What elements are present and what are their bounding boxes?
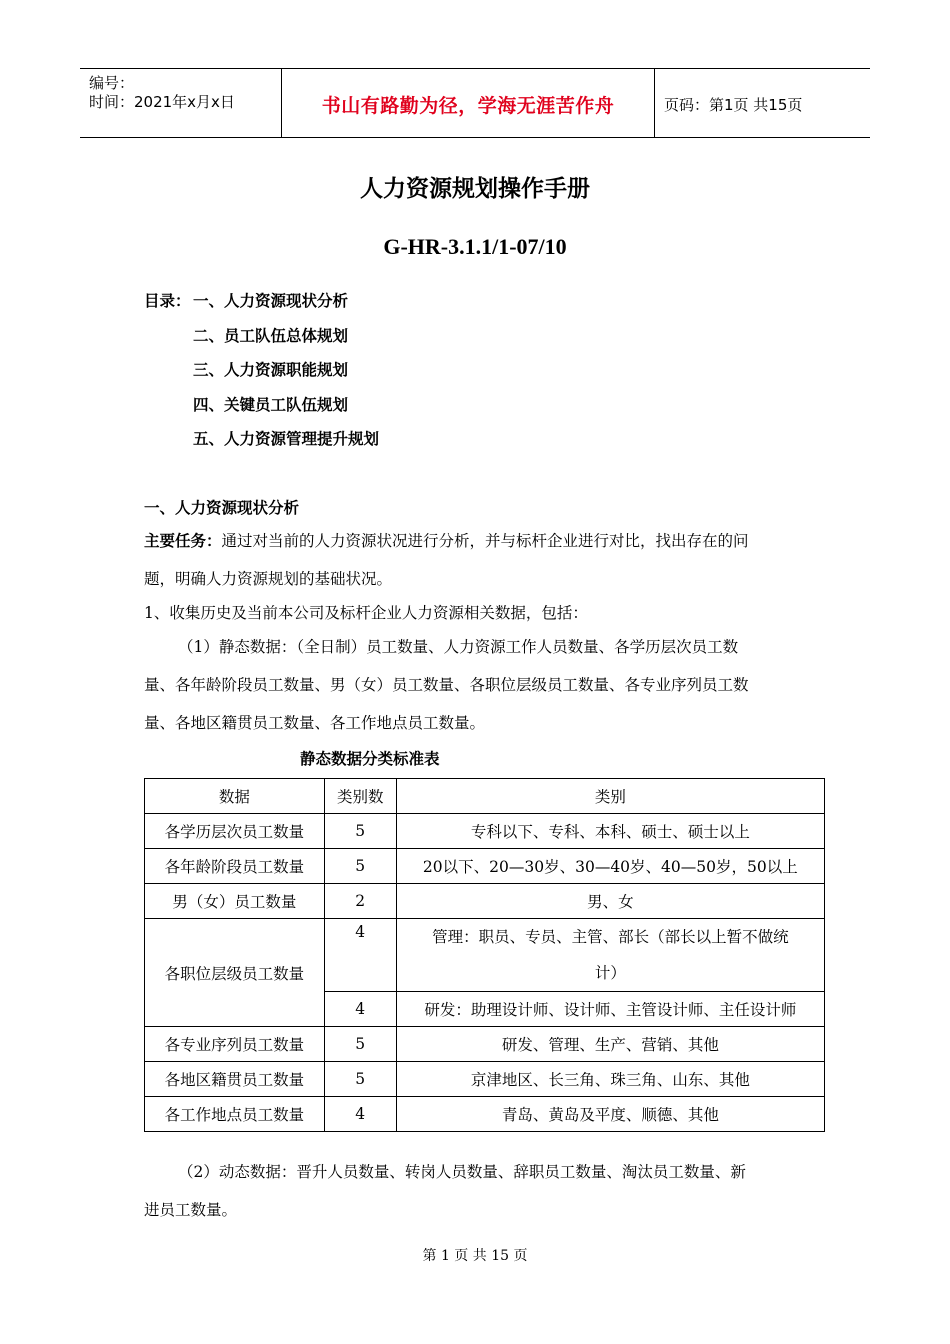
doc-code: G-HR-3.1.1/1-07/10 bbox=[383, 234, 567, 259]
table-row bbox=[145, 814, 825, 849]
task-text-2: 题，明确人力资源规划的基础状况。 bbox=[144, 570, 393, 588]
cell-count: 5 bbox=[324, 814, 396, 849]
cell-category: 专科以下、专科、本科、硕士、硕士以上 bbox=[396, 814, 824, 849]
cell-data: 各专业序列员工数量 bbox=[145, 1027, 325, 1062]
task-text-1: 通过对当前的人力资源状况进行分析，并与标杆企业进行对比，找出存在的问 bbox=[221, 532, 749, 550]
toc-item-1[interactable]: 一、人力资源现状分析 bbox=[193, 291, 349, 310]
section-heading: 一、人力资源现状分析 bbox=[144, 498, 300, 517]
cell-category bbox=[396, 919, 824, 992]
table-row bbox=[145, 1027, 825, 1062]
motto: 书山有路勤为径，学海无涯苦作舟 bbox=[321, 95, 615, 117]
col-header-count: 类别数 bbox=[324, 779, 396, 814]
col-header-data: 数据 bbox=[145, 779, 325, 814]
time-label: 时间：2021年x月x日 bbox=[89, 93, 235, 111]
doc-title: 人力资源规划操作手册 bbox=[360, 175, 590, 202]
cell-count: 4 bbox=[324, 992, 396, 1027]
toc-label: 目录： bbox=[144, 291, 191, 310]
cell-category: 男、女 bbox=[396, 884, 824, 919]
dynamic-line-1: （2）动态数据：晋升人员数量、转岗人员数量、辞职员工数量、淘汰员工数量、新 bbox=[178, 1163, 746, 1181]
task-label: 主要任务： bbox=[144, 531, 222, 550]
cell-count: 5 bbox=[324, 849, 396, 884]
number-label: 编号： bbox=[89, 74, 135, 92]
cell-count: 4 bbox=[324, 1097, 396, 1132]
task-paragraph bbox=[144, 522, 834, 560]
table-header-row bbox=[145, 779, 825, 814]
cell-data: 男（女）员工数量 bbox=[145, 884, 325, 919]
table-row bbox=[145, 1062, 825, 1097]
cell-category: 青岛、黄岛及平度、顺德、其他 bbox=[396, 1097, 824, 1132]
table-row bbox=[145, 884, 825, 919]
cell-data: 各工作地点员工数量 bbox=[145, 1097, 325, 1132]
header-motto-cell bbox=[281, 69, 655, 137]
toc-item-2[interactable]: 二、员工队伍总体规划 bbox=[193, 326, 349, 345]
table-title: 静态数据分类标准表 bbox=[300, 749, 440, 768]
cell-count: 5 bbox=[324, 1062, 396, 1097]
toc-item-5[interactable]: 五、人力资源管理提升规划 bbox=[193, 429, 380, 448]
cell-count: 2 bbox=[324, 884, 396, 919]
collect-item: 1、收集历史及当前本公司及标杆企业人力资源相关数据，包括： bbox=[144, 604, 588, 622]
static-line-2: 量、各年龄阶段员工数量、男（女）员工数量、各职位层级员工数量、各专业序列员工数 bbox=[144, 676, 749, 694]
cell-category: 研发、管理、生产、营销、其他 bbox=[396, 1027, 824, 1062]
cell-category: 研发：助理设计师、设计师、主管设计师、主任设计师 bbox=[396, 992, 824, 1027]
cell-data: 各地区籍贯员工数量 bbox=[145, 1062, 325, 1097]
col-header-category: 类别 bbox=[396, 779, 824, 814]
header-left-cell bbox=[80, 69, 281, 137]
dynamic-line-2: 进员工数量。 bbox=[144, 1201, 238, 1219]
cell-category: 京津地区、长三角、珠三角、山东、其他 bbox=[396, 1062, 824, 1097]
table-row bbox=[145, 1097, 825, 1132]
cell-data: 各年龄阶段员工数量 bbox=[145, 849, 325, 884]
toc-item-4[interactable]: 四、关键员工队伍规划 bbox=[193, 395, 349, 414]
static-line-1: （1）静态数据：（全日制）员工数量、人力资源工作人员数量、各学历层次员工数 bbox=[178, 638, 739, 656]
cell-category-line-1: 管理：职员、专员、主管、部长（部长以上暂不做统 bbox=[432, 928, 789, 946]
cell-category: 20以下、20—30岁、30—40岁、40—50岁，50以上 bbox=[396, 849, 824, 884]
static-line-3: 量、各地区籍贯员工数量、各工作地点员工数量。 bbox=[144, 714, 486, 732]
cell-data: 各学历层次员工数量 bbox=[145, 814, 325, 849]
cell-count: 4 bbox=[324, 919, 396, 992]
table-row bbox=[145, 919, 825, 992]
page-label: 页码：第1页 共15页 bbox=[664, 96, 803, 114]
cell-count: 5 bbox=[324, 1027, 396, 1062]
header-right-cell bbox=[655, 69, 870, 137]
toc-item-3[interactable]: 三、人力资源职能规划 bbox=[193, 360, 349, 379]
table-row bbox=[145, 849, 825, 884]
cell-data: 各职位层级员工数量 bbox=[145, 919, 325, 1027]
cell-category-line-2: 计） bbox=[594, 964, 626, 982]
page-footer: 第 1 页 共 15 页 bbox=[422, 1248, 528, 1264]
static-data-table bbox=[144, 778, 825, 1132]
page-header bbox=[80, 68, 870, 138]
